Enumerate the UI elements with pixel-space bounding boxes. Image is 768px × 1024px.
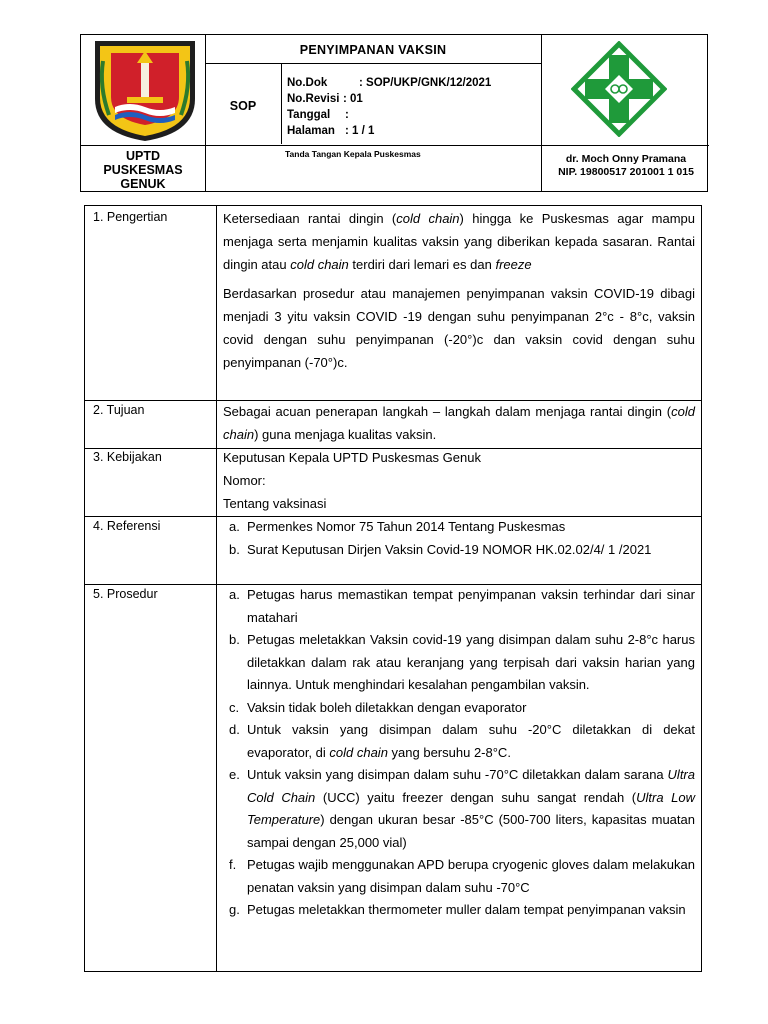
- divider: [216, 206, 217, 971]
- meta-value: : 01: [343, 93, 363, 105]
- policy-line: Nomor:: [223, 473, 266, 488]
- sop-header-table: [80, 34, 708, 192]
- sop-label: SOP: [229, 99, 257, 113]
- org-line: PUSKESMAS: [103, 163, 183, 177]
- paragraph: Ketersediaan rantai dingin (cold chain) hingga ke Puskesmas agar mampu menjaga serta menjamin kualitas vaksin yang diberikan kepada sasaran. Rantai dingin atau cold chain terdiri dari lemari es dan freeze: [223, 211, 696, 272]
- divider: [205, 35, 206, 191]
- head-name: dr. Moch Onny Pramana: [565, 153, 687, 165]
- section-label: 5. Prosedur: [93, 587, 158, 601]
- meta-value: : SOP/UKP/GNK/12/2021: [359, 77, 492, 89]
- signature-caption: Tanda Tangan Kepala Puskesmas: [285, 149, 421, 159]
- list-marker: a.: [229, 519, 240, 534]
- org-line: GENUK: [120, 177, 166, 191]
- list-item: [223, 515, 695, 538]
- list-text: Untuk vaksin yang disimpan dalam suhu -20°C diletakkan di dekat evaporator, di cold chain yang bersuhu 2-8°C.: [247, 722, 695, 760]
- meta-row: [287, 107, 491, 123]
- divider: [541, 35, 542, 191]
- policy-line: Keputusan Kepala UPTD Puskesmas Genuk: [223, 450, 481, 465]
- reference-list: [223, 515, 695, 561]
- sop-content-table: [84, 205, 702, 972]
- list-marker: a.: [229, 587, 240, 602]
- list-text: Permenkes Nomor 75 Tahun 2014 Tentang Puskesmas: [247, 519, 566, 534]
- list-marker: c.: [229, 699, 240, 715]
- list-item: [223, 764, 695, 854]
- section-label: 1. Pengertian: [93, 210, 168, 224]
- organization-name: [81, 149, 205, 191]
- list-text: Surat Keputusan Dirjen Vaksin Covid-19 NOMOR HK.02.02/4/ 1 /2021: [247, 542, 652, 557]
- city-shield-logo: [89, 37, 201, 143]
- paragraph: Sebagai acuan penerapan langkah – langkah dalam menjaga rantai dingin (cold chain) guna menjaga kualitas vaksin.: [223, 404, 695, 442]
- procedure-list: [223, 584, 695, 922]
- list-text: Petugas wajib menggunakan APD berupa cryogenic gloves dalam melakukan penatan vaksin yang disimpan dalam suhu -70°C: [247, 857, 695, 895]
- list-item: [223, 584, 695, 629]
- section-label: 2. Tujuan: [93, 403, 145, 417]
- meta-value: :: [345, 109, 349, 121]
- list-marker: d.: [229, 722, 240, 737]
- divider: [81, 145, 709, 146]
- list-text: Petugas harus memastikan tempat penyimpanan vaksin terhindar dari sinar matahari: [247, 587, 695, 625]
- meta-value: : 1 / 1: [345, 125, 375, 137]
- section-content: [223, 584, 695, 922]
- list-text: Untuk vaksin yang disimpan dalam suhu -70°C diletakkan dalam sarana Ultra Cold Chain (UCC) yaitu freezer dengan suhu sangat rendah (Ultra Low Temperature) dengan ukuran besar -85°C (500-700 liters, kapasitas muatan sampai dengan 25,000 vial): [247, 767, 695, 850]
- document-meta: [287, 75, 491, 139]
- meta-key: Tanggal: [287, 109, 331, 121]
- list-item: [223, 899, 695, 922]
- section-content: [223, 400, 695, 446]
- head-of-puskesmas: [543, 153, 709, 179]
- list-text: Petugas meletakkan Vaksin covid-19 yang disimpan dalam suhu 2-8°c harus diletakkan dalam rak atau keranjang yang terpisah dari vaksin harian yang lainnya. Untuk menghindari kesalahan pengambilan vaksin.: [247, 632, 695, 692]
- meta-key: No.Dok: [287, 77, 328, 89]
- document-title: PENYIMPANAN VAKSIN: [299, 43, 447, 57]
- section-label: 4. Referensi: [93, 519, 161, 533]
- paragraph: Berdasarkan prosedur atau manajemen penyimpanan vaksin COVID-19 dibagi menjadi 3 yitu vaksin COVID -19 dengan suhu penyimpanan 2°c - 8°c, vaksin covid dengan suhu penyimpanan (-20°)c dan vaksin covid dengan suhu penyimpanan (-70°)c.: [223, 286, 695, 370]
- section-content: [223, 515, 695, 561]
- meta-row: [287, 91, 491, 107]
- puskesmas-logo: [571, 41, 667, 137]
- section-content: [223, 207, 695, 374]
- section-content: [223, 446, 695, 515]
- org-line: UPTD: [125, 149, 161, 163]
- list-marker: e.: [229, 767, 240, 782]
- meta-row: [287, 123, 491, 139]
- divider: [205, 63, 541, 64]
- meta-key: No.Revisi: [287, 93, 340, 105]
- list-text: Vaksin tidak boleh diletakkan dengan evaporator: [247, 699, 527, 715]
- list-item: [223, 854, 695, 899]
- list-item: [223, 697, 695, 720]
- list-marker: f.: [229, 857, 237, 872]
- policy-line: Tentang vaksinasi: [223, 496, 327, 511]
- list-marker: b.: [229, 632, 240, 647]
- list-item: [223, 719, 695, 764]
- divider: [281, 63, 282, 144]
- meta-row: [287, 75, 491, 91]
- section-label: 3. Kebijakan: [93, 450, 162, 464]
- head-nip: NIP. 19800517 201001 1 015: [558, 166, 694, 178]
- list-item: [223, 538, 695, 561]
- list-text: Petugas meletakkan thermometer muller dalam tempat penyimpanan vaksin: [247, 902, 686, 917]
- list-marker: g.: [229, 902, 240, 917]
- list-marker: b.: [229, 542, 240, 557]
- list-item: [223, 629, 695, 697]
- meta-key: Halaman: [287, 125, 335, 137]
